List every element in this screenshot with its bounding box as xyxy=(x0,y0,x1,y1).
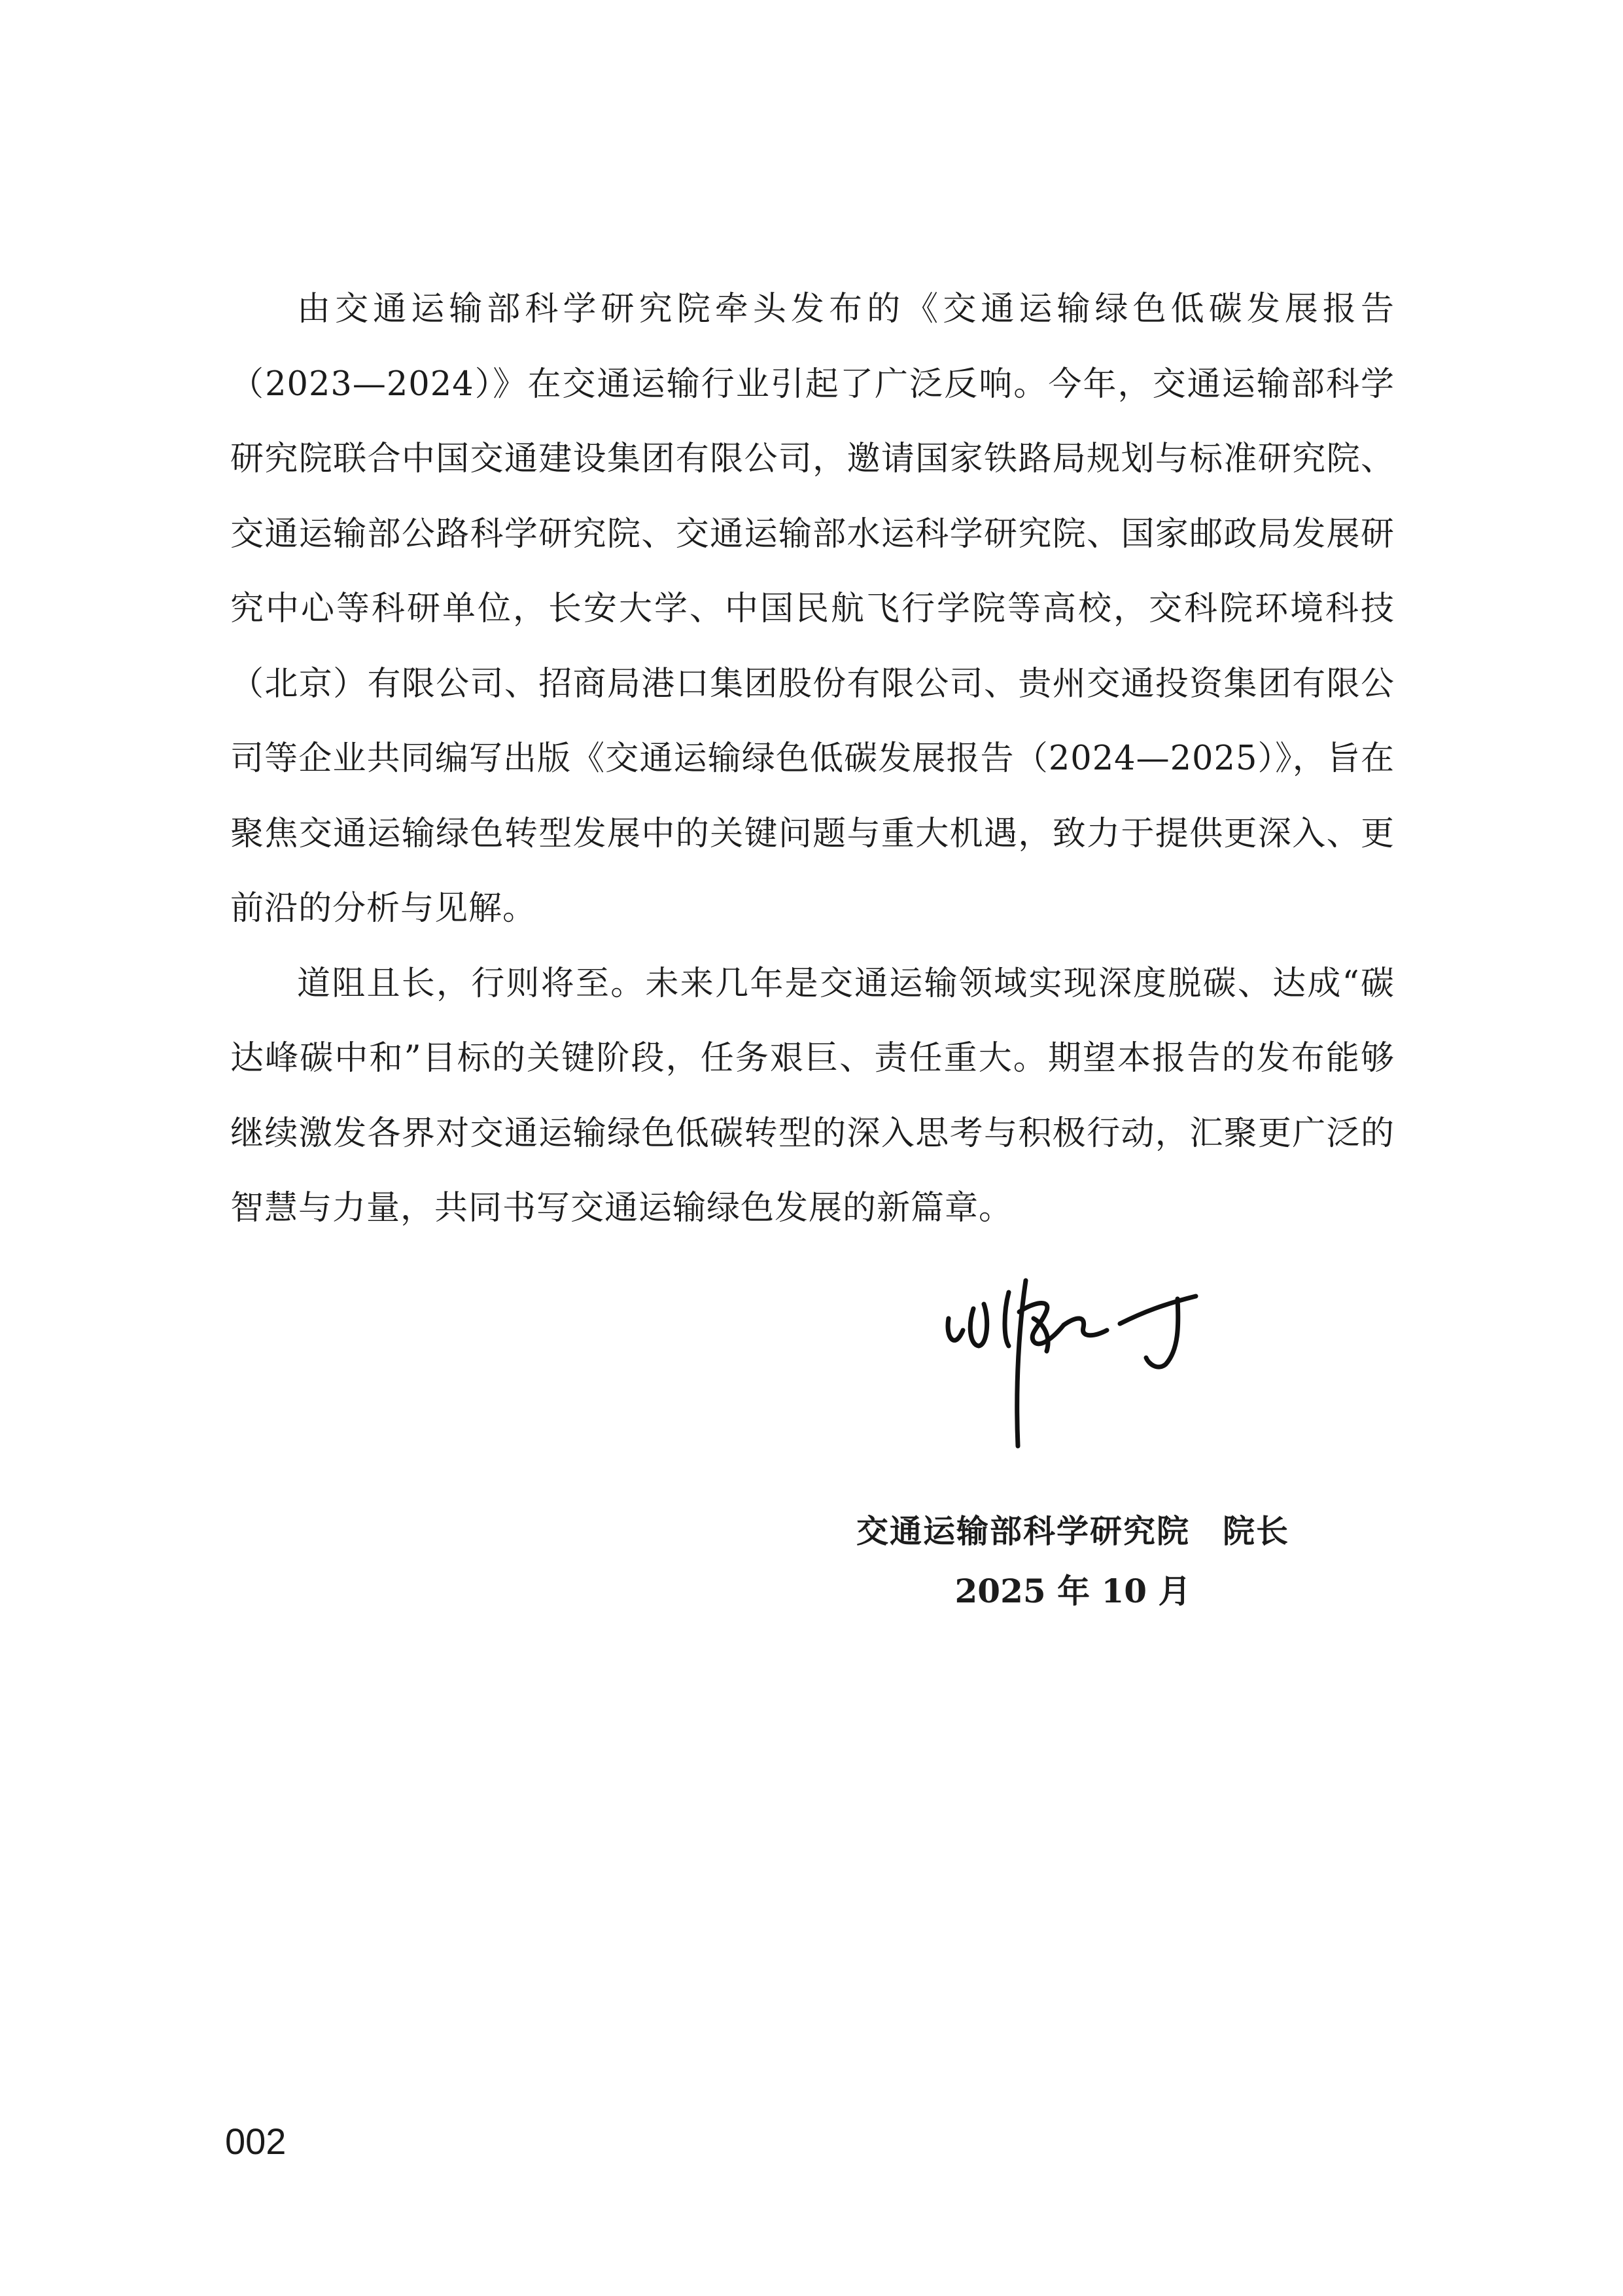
page-number: 002 xyxy=(225,2121,287,2162)
foreword-paragraph: 道阻且长，行则将至。未来几年是交通运输领域实现深度脱碳、达成“碳达峰碳中和”目标的关键阶段，任务艰巨、责任重大。期望本报告的发布能够继续激发各界对交通运输绿色低碳转型的深入思考与积极行动，汇聚更广泛的智慧与力量，共同书写交通运输绿色发展的新篇章。 xyxy=(230,964,1395,1227)
signoff-date: 2025 年 10 月 xyxy=(954,1572,1191,1610)
foreword-body xyxy=(230,272,1395,1246)
foreword-paragraph: 由交通运输部科学研究院牵头发布的《交通运输绿色低碳发展报告（2023—2024）》在交通运输行业引起了广泛反响。今年，交通运输部科学研究院联合中国交通建设集团有限公司，邀请国家铁路局规划与标准研究院、交通运输部公路科学研究院、交通运输部水运科学研究院、国家邮政局发展研究中心等科研单位，长安大学、中国民航飞行学院等高校，交科院环境科技（北京）有限公司、招商局港口集团股份有限公司、贵州交通投资集团有限公司等企业共同编写出版《交通运输绿色低碳发展报告（2024—2025）》，旨在聚焦交通运输绿色转型发展中的关键问题与重大机遇，致力于提供更深入、更前沿的分析与见解。 xyxy=(230,290,1395,928)
signoff-organization-line xyxy=(720,1506,1426,1552)
signoff-title: 院长 xyxy=(1223,1513,1290,1550)
signoff-organization: 交通运输部科学研究院 xyxy=(856,1513,1190,1550)
handwritten-signature xyxy=(935,1273,1236,1469)
